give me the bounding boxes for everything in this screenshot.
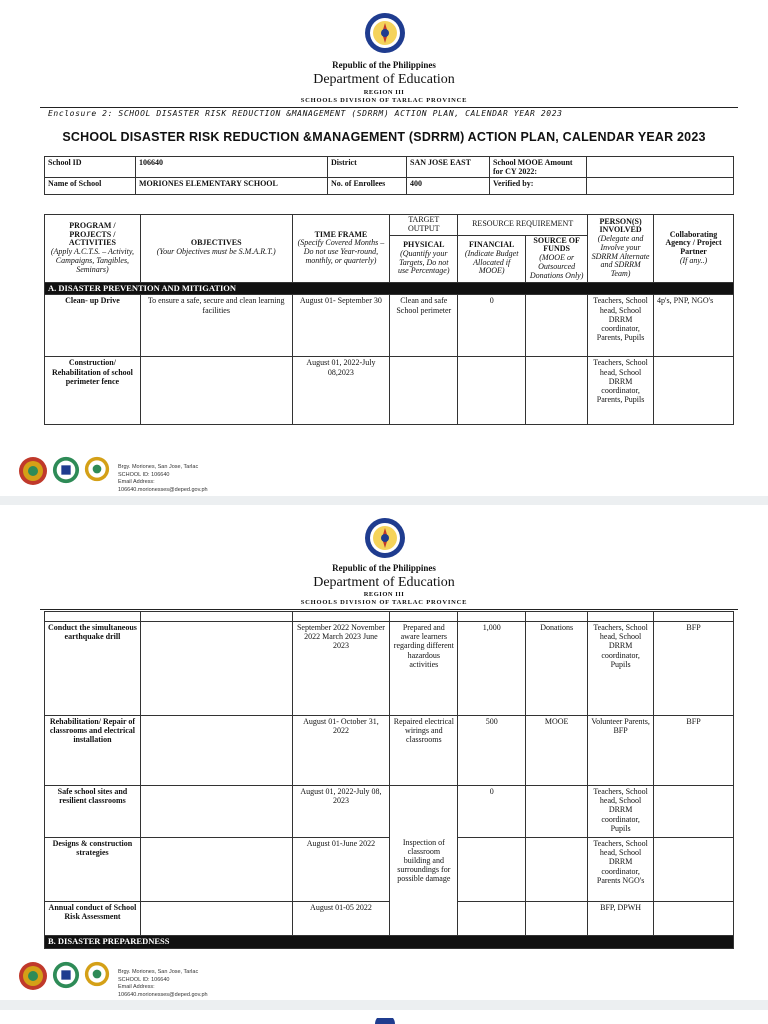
col-timeframe: TIME FRAME (Specify Covered Months – Do not use Year-round, monthly, or quarterly)	[292, 215, 390, 283]
persons-cell: Teachers, School head, School DRRM coordinator, Pupils	[588, 786, 654, 838]
footer-text	[118, 969, 208, 999]
footer-address: Brgy. Moriones, San Jose, Tarlac	[118, 464, 199, 470]
timeframe-cell: August 01- October 31, 2022	[292, 716, 390, 786]
agency-cell	[654, 838, 734, 902]
table-row	[45, 838, 734, 902]
financial-cell	[458, 357, 526, 425]
agency-cell: 4p's, PNP, NGO's	[654, 295, 734, 357]
footer-text	[118, 464, 208, 494]
col-program: PROGRAM / PROJECTS / ACTIVITIES (Apply A.C.T.S. – Activity, Campaigns, Tangibles, Seminars)	[45, 215, 141, 283]
deped-seal-icon	[364, 517, 406, 559]
source-cell	[526, 786, 588, 838]
col-persons: PERSON(S) INVOLVED (Delegate and Involve your SDRRM Alternate and SDRRM Team)	[588, 215, 654, 283]
verified-label: Verified by:	[490, 178, 587, 195]
division-logo-icon	[52, 961, 80, 989]
district-label: District	[328, 157, 407, 178]
deped-seal-icon	[374, 1018, 396, 1024]
verified-value	[587, 178, 734, 195]
school-name-label: Name of School	[45, 178, 136, 195]
republic-line: Republic of the Philippines	[332, 60, 436, 70]
timeframe-cell: August 01, 2022-July 08,2023	[292, 357, 390, 425]
table-row	[45, 357, 734, 425]
objective-cell	[140, 622, 292, 716]
school-id-value: 106640	[136, 157, 328, 178]
region-logo-icon	[84, 456, 110, 482]
physical-cell	[390, 357, 458, 425]
footer-school-id: SCHOOL ID: 106640	[118, 976, 170, 983]
col-objectives: OBJECTIVES (Your Objectives must be S.M.A.R.T.)	[140, 215, 292, 283]
action-plan-table	[44, 214, 734, 425]
persons-cell: Teachers, School head, School DRRM coordinator, Parents NGO's	[588, 838, 654, 902]
financial-cell: 0	[458, 295, 526, 357]
footer-address: Brgy. Moriones, San Jose, Tarlac	[118, 969, 199, 975]
program-cell: Safe school sites and resilient classrooms	[45, 786, 141, 838]
agency-cell: BFP	[654, 622, 734, 716]
objective-cell	[140, 716, 292, 786]
footer-school-id: SCHOOL ID: 106640	[118, 471, 170, 478]
district-value: SAN JOSE EAST	[407, 157, 490, 178]
col-physical: PHYSICAL (Quantify your Targets, Do not use Percentage)	[390, 235, 458, 282]
footer-email: Email Address: 106640.morionesses@deped.gov.ph	[118, 984, 208, 998]
physical-cell: Repaired electrical wirings and classrooms	[390, 716, 458, 786]
region-line: REGION III	[363, 89, 405, 96]
source-cell: Donations	[526, 622, 588, 716]
timeframe-cell: August 01, 2022-July 08, 2023	[292, 786, 390, 838]
timeframe-cell: September 2022 November 2022 March 2023 June 2023	[292, 622, 390, 716]
objective-cell	[140, 357, 292, 425]
col-source: SOURCE OF FUNDS (MOOE or Outsourced Donations Only)	[526, 235, 588, 282]
col-resource: RESOURCE REQUIREMENT	[458, 215, 588, 236]
table-row	[45, 612, 734, 622]
division-logo-icon	[52, 456, 80, 484]
physical-cell-merged: Inspection of classroom building and surroundings for possible damage	[390, 786, 458, 936]
objective-cell: To ensure a safe, secure and clean learning facilities	[140, 295, 292, 357]
objective-cell	[140, 838, 292, 902]
table-row	[45, 622, 734, 716]
section-b-bar: B. DISASTER PREPAREDNESS	[45, 936, 734, 949]
timeframe-cell: August 01-05 2022	[292, 902, 390, 936]
table-row	[45, 716, 734, 786]
program-cell: Rehabilitation/ Repair of classrooms and electrical installation	[45, 716, 141, 786]
agency-cell	[654, 786, 734, 838]
department-title: Department of Education	[313, 72, 455, 87]
school-logo-icon	[18, 456, 48, 486]
financial-cell: 1,000	[458, 622, 526, 716]
objective-cell	[140, 786, 292, 838]
persons-cell: Volunteer Parents, BFP	[588, 716, 654, 786]
school-name-value: MORIONES ELEMENTARY SCHOOL	[136, 178, 328, 195]
document-page-2	[0, 505, 768, 1000]
republic-line: Republic of the Philippines	[332, 563, 436, 573]
enrollees-label: No. of Enrollees	[328, 178, 407, 195]
persons-cell: BFP, DPWH	[588, 902, 654, 936]
program-cell: Clean- up Drive	[45, 295, 141, 357]
agency-cell: BFP	[654, 716, 734, 786]
program-cell: Construction/ Rehabilitation of school perimeter fence	[45, 357, 141, 425]
school-info-table	[44, 156, 734, 195]
timeframe-cell: August 01- September 30	[292, 295, 390, 357]
deped-seal-icon	[364, 12, 406, 54]
financial-cell: 0	[458, 786, 526, 838]
source-cell	[526, 357, 588, 425]
col-financial: FINANCIAL (Indicate Budget Allocated if MOOE)	[458, 235, 526, 282]
enrollees-value: 400	[407, 178, 490, 195]
header-rule	[40, 609, 738, 610]
source-cell	[526, 838, 588, 902]
source-cell	[526, 295, 588, 357]
document-page-3	[0, 1010, 768, 1024]
division-line: SCHOOLS DIVISION OF TARLAC PROVINCE	[300, 599, 468, 606]
source-cell	[526, 902, 588, 936]
physical-cell: Prepared and aware learners regarding different hazardous activities	[390, 622, 458, 716]
mooe-label: School MOOE Amount for CY 2022:	[490, 157, 587, 178]
plan-title: SCHOOL DISASTER RISK REDUCTION &MANAGEMENT (SDRRM) ACTION PLAN, CALENDAR YEAR 2023	[62, 130, 706, 144]
agency-cell	[654, 357, 734, 425]
persons-cell: Teachers, School head, School DRRM coordinator, Pupils	[588, 622, 654, 716]
footer-email: Email Address: 106640.morionesses@deped.gov.ph	[118, 479, 208, 493]
col-target: TARGET OUTPUT	[390, 215, 458, 236]
table-row	[45, 786, 734, 838]
section-a-bar: A. DISASTER PREVENTION AND MITIGATION	[45, 282, 734, 295]
table-row	[45, 295, 734, 357]
document-page-1	[0, 0, 768, 496]
financial-cell	[458, 902, 526, 936]
department-title: Department of Education	[313, 575, 455, 590]
timeframe-cell: August 01-June 2022	[292, 838, 390, 902]
header-rule	[40, 107, 738, 108]
region-line: REGION III	[363, 591, 405, 598]
financial-cell: 500	[458, 716, 526, 786]
division-line: SCHOOLS DIVISION OF TARLAC PROVINCE	[300, 97, 468, 104]
persons-cell: Teachers, School head, School DRRM coordinator, Parents, Pupils	[588, 357, 654, 425]
financial-cell	[458, 838, 526, 902]
action-plan-table-continued	[44, 611, 734, 949]
program-cell: Conduct the simultaneous earthquake drill	[45, 622, 141, 716]
school-logo-icon	[18, 961, 48, 991]
table-row	[45, 902, 734, 936]
enclosure-line: Enclosure 2: SCHOOL DISASTER RISK REDUCTION &MANAGEMENT (SDRRM) ACTION PLAN, CALENDAR YEAR 2023	[48, 109, 563, 118]
program-cell: Designs & construction strategies	[45, 838, 141, 902]
region-logo-icon	[84, 961, 110, 987]
school-id-label: School ID	[45, 157, 136, 178]
persons-cell: Teachers, School head, School DRRM coordinator, Parents, Pupils	[588, 295, 654, 357]
mooe-value	[587, 157, 734, 178]
col-agency: Collaborating Agency / Project Partner (If any..)	[654, 215, 734, 283]
objective-cell	[140, 902, 292, 936]
physical-cell: Clean and safe School perimeter	[390, 295, 458, 357]
program-cell: Annual conduct of School Risk Assessment	[45, 902, 141, 936]
agency-cell	[654, 902, 734, 936]
source-cell: MOOE	[526, 716, 588, 786]
